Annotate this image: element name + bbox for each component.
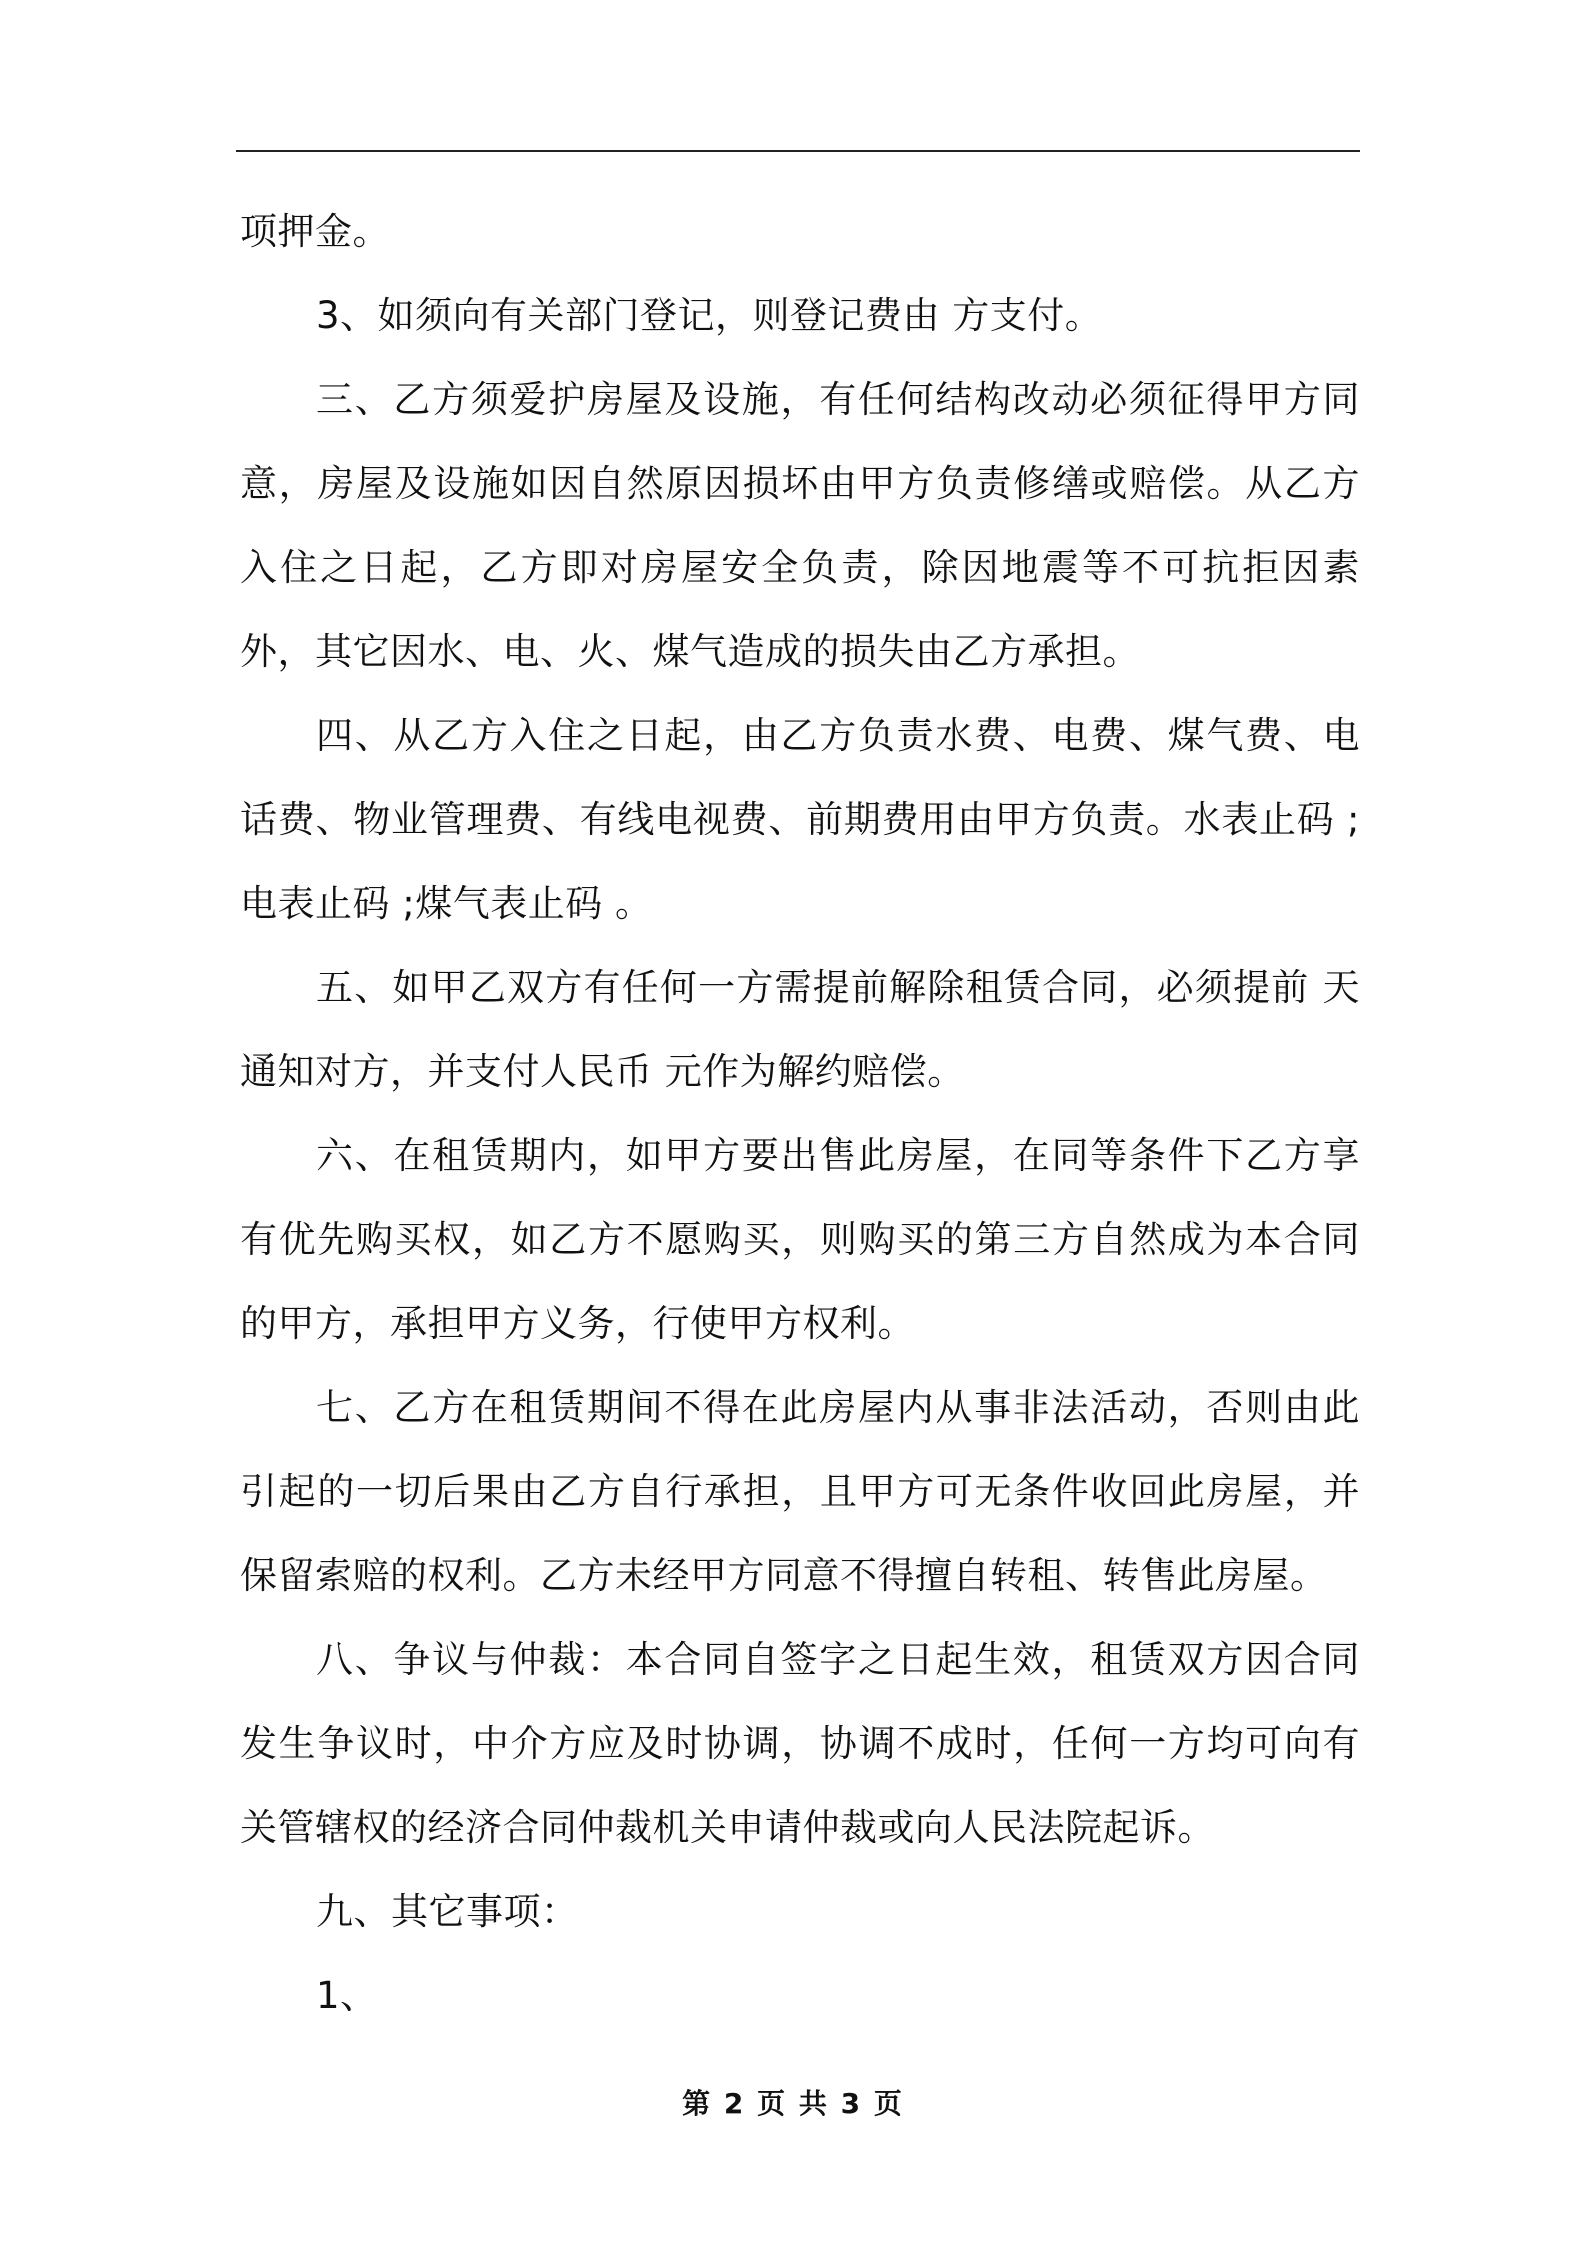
paragraph-deposit-tail: 项押金。 — [240, 210, 390, 253]
paragraph-clause-8: 八、争议与仲裁：本合同自签字之日起生效，租赁双方因合同发生争议时，中介方应及时协调，协调不成时，任何一方均可向有关管辖权的经济合同仲裁机关申请仲裁或向人民法院起诉。 — [240, 1638, 1360, 1849]
paragraph-clause-7: 七、乙方在租赁期间不得在此房屋内从事非法活动，否则由此引起的一切后果由乙方自行承担，且甲方可无条件收回此房屋，并保留索赔的权利。乙方未经甲方同意不得擅自转租、转售此房屋。 — [240, 1386, 1360, 1597]
paragraph-clause-5: 五、如甲乙双方有任何一方需提前解除租赁合同，必须提前 天通知对方，并支付人民币 元作为解约赔偿。 — [240, 966, 1360, 1093]
paragraph-item-1: 1、 — [316, 1974, 378, 2017]
paragraph-clause-9: 九、其它事项： — [316, 1890, 579, 1933]
page-number-label: 第 2 页 共 3 页 — [682, 2087, 904, 2120]
document-body — [240, 190, 1360, 2038]
header-rule — [236, 150, 1360, 152]
paragraph-registration-fee: 3、如须向有关部门登记，则登记费由 方支付。 — [316, 294, 1103, 337]
page-footer — [0, 2082, 1586, 2122]
paragraph-clause-3: 三、乙方须爱护房屋及设施，有任何结构改动必须征得甲方同意，房屋及设施如因自然原因损坏由甲方负责修缮或赔偿。从乙方入住之日起，乙方即对房屋安全负责，除因地震等不可抗拒因素外，其它因水、电、火、煤气造成的损失由乙方承担。 — [240, 378, 1360, 673]
paragraph-clause-4: 四、从乙方入住之日起，由乙方负责水费、电费、煤气费、电话费、物业管理费、有线电视费、前期费用由甲方负责。水表止码 ;电表止码 ;煤气表止码 。 — [240, 714, 1360, 925]
paragraph-clause-6: 六、在租赁期内，如甲方要出售此房屋，在同等条件下乙方享有优先购买权，如乙方不愿购买，则购买的第三方自然成为本合同的甲方，承担甲方义务，行使甲方权利。 — [240, 1134, 1360, 1345]
